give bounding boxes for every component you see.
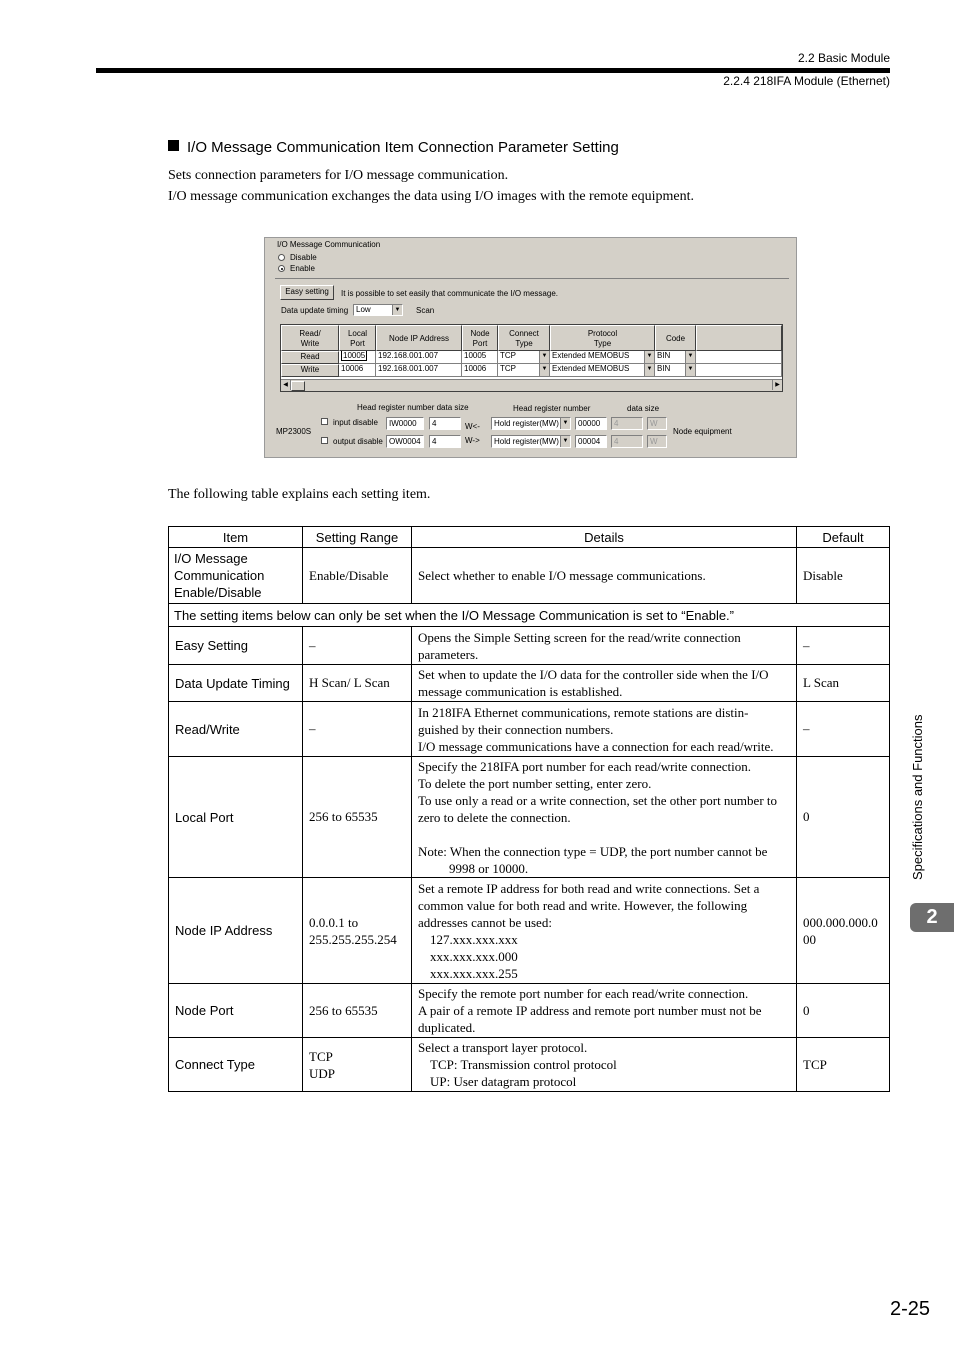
- grid-cell-local-port[interactable]: 10006: [339, 364, 376, 377]
- radio-disable[interactable]: [278, 254, 285, 261]
- chevron-down-icon: ▼: [685, 351, 695, 363]
- default-cell: Disable: [797, 548, 890, 604]
- node-output-unit: W: [647, 435, 667, 448]
- chevron-down-icon: ▼: [539, 364, 549, 376]
- grid-cell-ip[interactable]: 192.168.001.007: [376, 364, 462, 377]
- node-equipment-label: Node equipment: [673, 427, 732, 436]
- range-cell: –: [303, 627, 412, 665]
- grid-header-node: Node Port: [462, 325, 498, 351]
- item-cell: Easy Setting: [169, 627, 303, 665]
- default-cell: L Scan: [797, 665, 890, 702]
- timing-suffix: Scan: [416, 306, 435, 315]
- input-register-field[interactable]: IW0000: [386, 417, 424, 430]
- running-header-subsection: 2.2.4 218IFA Module (Ethernet): [723, 74, 890, 88]
- mp-model-label: MP2300S: [276, 427, 312, 436]
- default-cell: 0: [797, 757, 890, 878]
- table-header-row: [169, 527, 890, 548]
- grid-row-read-label: Read: [281, 351, 339, 364]
- grid-cell-code[interactable]: BIN ▼: [655, 351, 696, 364]
- default-cell: 0: [797, 984, 890, 1038]
- running-header-section: 2.2 Basic Module: [797, 51, 890, 65]
- range-cell: H Scan/ L Scan: [303, 665, 412, 702]
- horizontal-scrollbar[interactable]: [281, 379, 782, 391]
- grid-header-rw: Read/ Write: [281, 325, 339, 351]
- details-cell: Select a transport layer protocol. TCP: Transmission control protocol UP: User datagram protocol: [412, 1038, 797, 1092]
- grid-cell-empty: [696, 364, 782, 377]
- grid-cell-local-port[interactable]: 10005: [339, 351, 376, 364]
- grid-row-write-label: Write: [281, 364, 339, 377]
- header-item: Item: [169, 527, 303, 548]
- connection-grid: [280, 324, 783, 392]
- table-row: [169, 702, 890, 757]
- output-size-field[interactable]: 4: [429, 435, 461, 448]
- header-rule: [96, 68, 890, 73]
- header-range: Setting Range: [303, 527, 412, 548]
- table-row: [169, 665, 890, 702]
- table-row: [169, 984, 890, 1038]
- chevron-down-icon: ▼: [644, 364, 654, 376]
- grid-cell-empty: [696, 351, 782, 364]
- details-cell: Specify the remote port number for each read/write connection. A pair of a remote IP address and remote port number must not be duplicated.: [412, 984, 797, 1038]
- default-cell: –: [797, 702, 890, 757]
- grid-cell-node-port[interactable]: 10005: [462, 351, 498, 364]
- chevron-down-icon: ▼: [392, 305, 402, 315]
- scrollbar-thumb[interactable]: [291, 381, 305, 391]
- input-disable-label: input disable: [333, 418, 378, 427]
- range-cell: TCP UDP: [303, 1038, 412, 1092]
- table-row: [169, 627, 890, 665]
- item-cell: Node IP Address: [169, 878, 303, 984]
- intro-line-2: I/O message communication exchanges the data using I/O images with the remote equipment.: [168, 189, 695, 204]
- output-disable-label: output disable: [333, 437, 383, 446]
- item-cell: Node Port: [169, 984, 303, 1038]
- default-cell: –: [797, 627, 890, 665]
- square-bullet-icon: [168, 140, 179, 151]
- grid-cell-protocol[interactable]: Extended MEMOBUS ▼: [550, 351, 655, 364]
- item-cell: I/O Message Communication Enable/Disable: [169, 548, 303, 604]
- note-cell: The setting items below can only be set when the I/O Message Communication is set to “Enable.”: [169, 604, 890, 627]
- chevron-down-icon: ▼: [560, 436, 570, 447]
- node-input-register-field[interactable]: 00000: [575, 417, 607, 430]
- scroll-left-icon[interactable]: ◀: [281, 380, 291, 390]
- default-cell: 000.000.000.0 00: [797, 878, 890, 984]
- details-cell: Set a remote IP address for both read and write connections. Set a common value for both read and write. However, the following addresses cannot be used: 127.xxx.xxx.xxx xxx.xxx.xxx.000 xxx.xxx.xxx.255: [412, 878, 797, 984]
- group-divider: [275, 278, 789, 279]
- header-details: Details: [412, 527, 797, 548]
- node-output-register-field[interactable]: 00004: [575, 435, 607, 448]
- grid-header-proto: Protocol Type: [550, 325, 655, 351]
- node-output-size-field: 4: [611, 435, 643, 448]
- intro-line-1: Sets connection parameters for I/O message communication.: [168, 168, 509, 183]
- head-register-label: Head register number data size: [357, 403, 469, 412]
- page-number: 2-25: [889, 1298, 930, 1320]
- grid-cell-connect-type[interactable]: TCP ▼: [498, 364, 550, 377]
- input-disable-checkbox[interactable]: [321, 418, 328, 425]
- grid-header-conn: Connect Type: [498, 325, 550, 351]
- chevron-down-icon: ▼: [644, 351, 654, 363]
- range-cell: Enable/Disable: [303, 548, 412, 604]
- chevron-down-icon: ▼: [539, 351, 549, 363]
- input-size-field[interactable]: 4: [429, 417, 461, 430]
- output-register-field[interactable]: OW0004: [386, 435, 424, 448]
- scroll-right-icon[interactable]: ▶: [772, 380, 782, 390]
- node-input-unit: W: [647, 417, 667, 430]
- item-cell: Local Port: [169, 757, 303, 878]
- grid-cell-ip[interactable]: 192.168.001.007: [376, 351, 462, 364]
- head-register-label-2: Head register number: [513, 404, 591, 413]
- header-default: Default: [797, 527, 890, 548]
- range-cell: 0.0.0.1 to 255.255.255.254: [303, 878, 412, 984]
- chevron-down-icon: ▼: [560, 418, 570, 429]
- default-cell: TCP: [797, 1038, 890, 1092]
- table-row: [169, 757, 890, 878]
- arrow-in-label: W<-: [465, 422, 480, 431]
- grid-header-ip: Node IP Address: [376, 325, 462, 351]
- io-message-settings-screenshot: [264, 237, 797, 458]
- output-disable-checkbox[interactable]: [321, 437, 328, 444]
- group-title: I/O Message Communication: [277, 240, 381, 249]
- input-register-type-dropdown[interactable]: Hold register(MW) ▼: [491, 417, 571, 430]
- grid-header-empty: [696, 325, 782, 351]
- section-title: I/O Message Communication Item Connection Parameter Setting: [168, 139, 619, 156]
- details-cell: Select whether to enable I/O message communications.: [412, 548, 797, 604]
- timing-label: Data update timing: [281, 306, 349, 315]
- table-row: [169, 1038, 890, 1092]
- grid-header-code: Code: [655, 325, 696, 351]
- details-cell: Set when to update the I/O data for the controller side when the I/O message communication is established.: [412, 665, 797, 702]
- radio-enable[interactable]: [278, 265, 285, 272]
- timing-dropdown[interactable]: Low ▼: [353, 304, 403, 316]
- grid-cell-node-port[interactable]: 10006: [462, 364, 498, 377]
- item-cell: Read/Write: [169, 702, 303, 757]
- table-note-row: [169, 604, 890, 627]
- data-size-label: data size: [627, 404, 660, 413]
- grid-cell-connect-type[interactable]: TCP ▼: [498, 351, 550, 364]
- table-row: [169, 548, 890, 604]
- range-cell: –: [303, 702, 412, 757]
- table-row: [169, 878, 890, 984]
- settings-table: [168, 526, 890, 1092]
- details-cell: Opens the Simple Setting screen for the read/write connection parameters.: [412, 627, 797, 665]
- range-cell: 256 to 65535: [303, 984, 412, 1038]
- range-cell: 256 to 65535: [303, 757, 412, 878]
- output-register-type-dropdown[interactable]: Hold register(MW) ▼: [491, 435, 571, 448]
- grid-header-local: Local Port: [339, 325, 376, 351]
- details-cell: Specify the 218IFA port number for each read/write connection. To delete the port number setting, enter zero. To use only a read or a write connection, set the other port number to zero to delete the connection. Note: When the connection type = UDP, the port number cannot be 9998 or 10000.: [412, 757, 797, 878]
- chapter-tab: 2: [910, 903, 954, 932]
- chevron-down-icon: ▼: [685, 364, 695, 376]
- grid-cell-protocol[interactable]: Extended MEMOBUS ▼: [550, 364, 655, 377]
- details-cell: In 218IFA Ethernet communications, remote stations are distin- guished by their connection numbers. I/O message communications have a connection for each read/write.: [412, 702, 797, 757]
- node-input-size-field: 4: [611, 417, 643, 430]
- item-cell: Data Update Timing: [169, 665, 303, 702]
- item-cell: Connect Type: [169, 1038, 303, 1092]
- easy-setting-note: It is possible to set easily that communicate the I/O message.: [341, 289, 558, 298]
- grid-cell-code[interactable]: BIN ▼: [655, 364, 696, 377]
- arrow-out-label: W->: [465, 436, 480, 445]
- radio-disable-label: Disable: [290, 253, 317, 262]
- table-intro: The following table explains each setting item.: [168, 487, 431, 502]
- radio-enable-label: Enable: [290, 264, 315, 273]
- easy-setting-button[interactable]: Easy setting: [280, 285, 334, 300]
